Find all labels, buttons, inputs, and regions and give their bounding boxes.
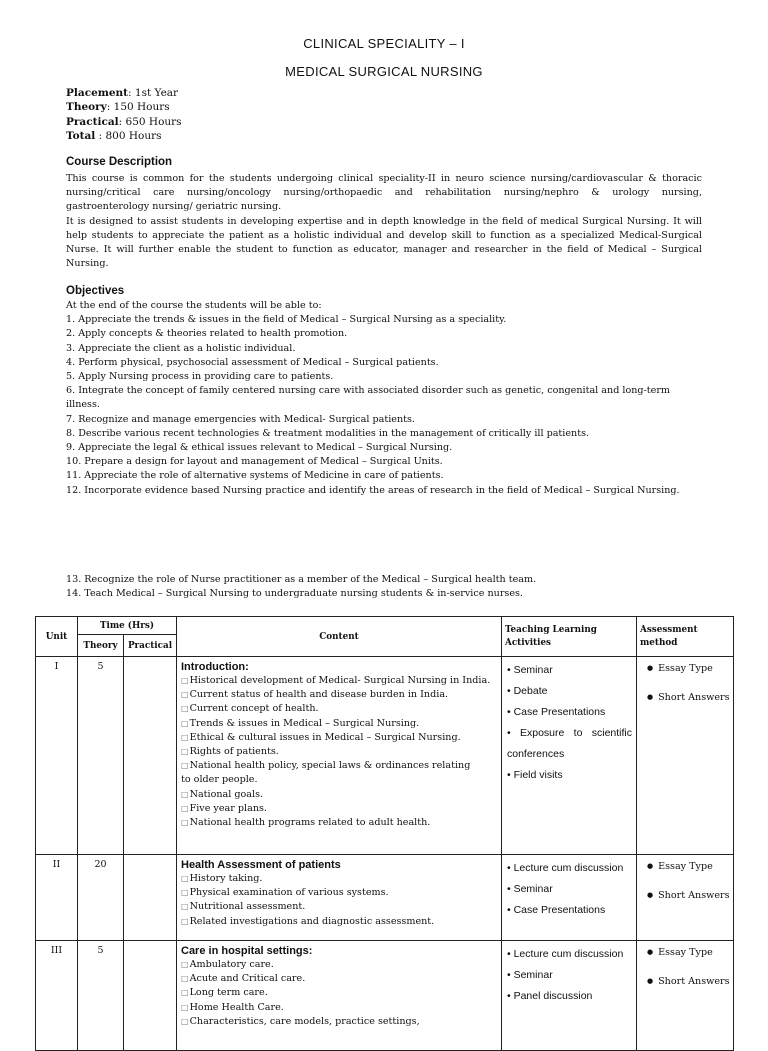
- assessment-item: ● Short Answers: [643, 888, 730, 903]
- content-item: □Physical examination of various systems.: [181, 887, 389, 899]
- objectives-heading: Objectives: [66, 285, 125, 297]
- objectives-list-continued: [66, 573, 702, 601]
- checkbox-bullet-icon: □: [181, 874, 189, 883]
- theory-value: : 150 Hours: [106, 101, 170, 114]
- checkbox-bullet-icon: □: [181, 818, 189, 828]
- content-item: □History taking.: [181, 873, 263, 884]
- checkbox-bullet-icon: □: [181, 761, 189, 771]
- practical-value: : 650 Hours: [118, 115, 182, 128]
- unit-title: Health Assessment of patients: [181, 859, 341, 871]
- tla-item: • Seminar: [507, 969, 553, 981]
- content-item: □Ambulatory care.: [181, 959, 274, 970]
- objective-item: 6. Integrate the concept of family centered nursing care with associated disorder such as genetic, congenital and long-term illness.: [66, 385, 671, 411]
- tla-item: • Lecture cum discussion: [507, 862, 624, 874]
- unit-title: Care in hospital settings:: [181, 945, 313, 957]
- course-content-table: [35, 616, 734, 1051]
- course-description-para-2: It is designed to assist students in developing expertise and in depth knowledge in the field of medical Surgical Nursing. It will help students to appreciate the patient as a holistic individual and develop skill to function as a specialized Medical-Surgical Nurse. It will further enable the student to function as educator, manager and researcher in the field of Medical – Surgical Nursing.: [66, 215, 702, 270]
- theory-hours: 5: [78, 941, 124, 1051]
- checkbox-bullet-icon: □: [181, 902, 189, 912]
- assessment-cell: [637, 941, 734, 1051]
- objective-item: 12. Incorporate evidence based Nursing practice and identify the areas of research in the field of Medical – Surgical Nursing.: [66, 484, 680, 496]
- tla-item: • Field visits: [507, 769, 563, 781]
- theory-hours: 5: [78, 657, 124, 855]
- assessment-item: ● Essay Type: [643, 859, 730, 874]
- course-description-para-1: This course is common for the students undergoing clinical speciality-II in neuro science nursing/cardiovascular & thoracic nursing/critical care nursing/oncology nursing/orthopaedic and rehabilitation nursing/nephro & urology nursing, gastroenterology nursing/ geriatric nursing.: [66, 173, 702, 213]
- checkbox-bullet-icon: □: [181, 704, 189, 714]
- content-item: □National health policy, special laws & ordinances relating to older people.: [181, 760, 471, 786]
- teaching-activities-cell: [502, 855, 637, 941]
- objective-item: 8. Describe various recent technologies & treatment modalities in the management of critically ill patients.: [66, 427, 590, 439]
- tla-item: • Lecture cum discussion: [507, 948, 624, 960]
- unit-number: II: [36, 855, 78, 941]
- content-item: □Home Health Care.: [181, 1001, 284, 1013]
- objective-item: 4. Perform physical, psychosocial assessment of Medical – Surgical patients.: [66, 356, 439, 368]
- tla-item: • Debate: [507, 685, 548, 697]
- teaching-activities-cell: [502, 657, 637, 855]
- content-item: □Rights of patients.: [181, 746, 279, 758]
- checkbox-bullet-icon: □: [181, 732, 189, 742]
- practical-hours: [124, 657, 177, 855]
- checkbox-bullet-icon: □: [181, 789, 189, 799]
- content-item: □Ethical & cultural issues in Medical – Surgical Nursing.: [181, 731, 461, 743]
- objective-item: 2. Apply concepts & theories related to health promotion.: [66, 328, 348, 340]
- assessment-item: ● Essay Type: [643, 945, 730, 960]
- assessment-cell: [637, 855, 734, 941]
- content-item: □Long term care.: [181, 987, 268, 999]
- theory-line: [66, 100, 182, 114]
- practical-label: Practical: [66, 115, 119, 128]
- unit-title: Introduction:: [181, 661, 249, 673]
- table-row: [36, 657, 734, 855]
- content-cell: [177, 855, 502, 941]
- checkbox-bullet-icon: □: [181, 974, 189, 984]
- content-item: □Historical development of Medical- Surgical Nursing in India.: [181, 675, 491, 686]
- placement-value: : 1st Year: [128, 87, 179, 99]
- assessment-item: ● Short Answers: [643, 974, 730, 989]
- checkbox-bullet-icon: □: [181, 676, 189, 685]
- theory-hours: 20: [78, 855, 124, 941]
- checkbox-bullet-icon: □: [181, 690, 189, 700]
- placement-line: [66, 86, 182, 100]
- content-item: □Current status of health and disease burden in India.: [181, 689, 449, 701]
- assessment-item: ● Short Answers: [643, 690, 730, 705]
- checkbox-bullet-icon: □: [181, 718, 189, 728]
- checkbox-bullet-icon: □: [181, 988, 189, 998]
- objectives-list: [66, 299, 702, 498]
- content-cell: [177, 941, 502, 1051]
- content-item: □Five year plans.: [181, 802, 267, 814]
- objective-item: 11. Appreciate the role of alternative systems of Medicine in care of patients.: [66, 470, 444, 482]
- objective-item: 3. Appreciate the client as a holistic individual.: [66, 342, 296, 354]
- practical-line: [66, 115, 182, 129]
- unit-number: III: [36, 941, 78, 1051]
- objective-item: 14. Teach Medical – Surgical Nursing to undergraduate nursing students & in-service nurses.: [66, 588, 523, 600]
- tla-item: • Case Presentations: [507, 904, 606, 916]
- document-title: CLINICAL SPECIALITY – I: [303, 36, 465, 51]
- checkbox-bullet-icon: □: [181, 960, 189, 969]
- teaching-activities-cell: [502, 941, 637, 1051]
- course-description: [66, 172, 702, 271]
- practical-hours: [124, 941, 177, 1051]
- tla-item: • Exposure to scientific conferences: [507, 727, 632, 760]
- tla-item: • Seminar: [507, 883, 553, 895]
- total-label: Total: [66, 129, 96, 142]
- objective-item: 10. Prepare a design for layout and management of Medical – Surgical Units.: [66, 456, 443, 468]
- theory-header: Theory: [78, 635, 124, 657]
- total-value: : 800 Hours: [95, 129, 162, 142]
- course-meta: [66, 86, 182, 143]
- content-item: □National goals.: [181, 788, 264, 800]
- checkbox-bullet-icon: □: [181, 803, 189, 813]
- document-subtitle: MEDICAL SURGICAL NURSING: [285, 64, 483, 79]
- checkbox-bullet-icon: □: [181, 1016, 189, 1026]
- unit-number: I: [36, 657, 78, 855]
- content-item: □Acute and Critical care.: [181, 973, 306, 985]
- assessment-header: Assessment method: [637, 617, 734, 657]
- checkbox-bullet-icon: □: [181, 747, 189, 757]
- objective-item: 13. Recognize the role of Nurse practitioner as a member of the Medical – Surgical health team.: [66, 574, 537, 585]
- table-header-row: [36, 617, 734, 635]
- tla-item: • Case Presentations: [507, 706, 606, 718]
- tla-header: Teaching Learning Activities: [502, 617, 637, 657]
- placement-label: Placement: [66, 87, 129, 99]
- content-item: □Trends & issues in Medical – Surgical Nursing.: [181, 717, 420, 729]
- assessment-cell: [637, 657, 734, 855]
- table-row: [36, 855, 734, 941]
- total-line: [66, 129, 182, 143]
- objective-item: 1. Appreciate the trends & issues in the field of Medical – Surgical Nursing as a speciality.: [66, 314, 507, 326]
- content-item: □Characteristics, care models, practice settings,: [181, 1015, 420, 1027]
- tla-item: • Seminar: [507, 664, 553, 676]
- content-header: Content: [177, 617, 502, 657]
- table-row: [36, 941, 734, 1051]
- course-description-heading: Course Description: [66, 156, 173, 168]
- theory-label: Theory: [66, 101, 107, 114]
- time-header: Time (Hrs): [78, 617, 177, 635]
- checkbox-bullet-icon: □: [181, 1002, 189, 1012]
- content-item: □National health programs related to adult health.: [181, 817, 431, 829]
- practical-hours: [124, 855, 177, 941]
- content-item: □Related investigations and diagnostic assessment.: [181, 915, 435, 927]
- assessment-item: ● Essay Type: [643, 661, 730, 676]
- content-cell: [177, 657, 502, 855]
- objective-item: 9. Appreciate the legal & ethical issues relevant to Medical – Surgical Nursing.: [66, 442, 453, 454]
- practical-header: Practical: [124, 635, 177, 657]
- objective-item: 5. Apply Nursing process in providing care to patients.: [66, 371, 334, 383]
- content-item: □Current concept of health.: [181, 703, 319, 715]
- content-item: □Nutritional assessment.: [181, 901, 306, 913]
- unit-header: Unit: [36, 617, 78, 657]
- checkbox-bullet-icon: □: [181, 916, 189, 926]
- tla-item: • Panel discussion: [507, 990, 593, 1002]
- objectives-intro: At the end of the course the students will be able to:: [66, 300, 322, 311]
- objective-item: 7. Recognize and manage emergencies with Medical- Surgical patients.: [66, 413, 415, 425]
- checkbox-bullet-icon: □: [181, 888, 189, 898]
